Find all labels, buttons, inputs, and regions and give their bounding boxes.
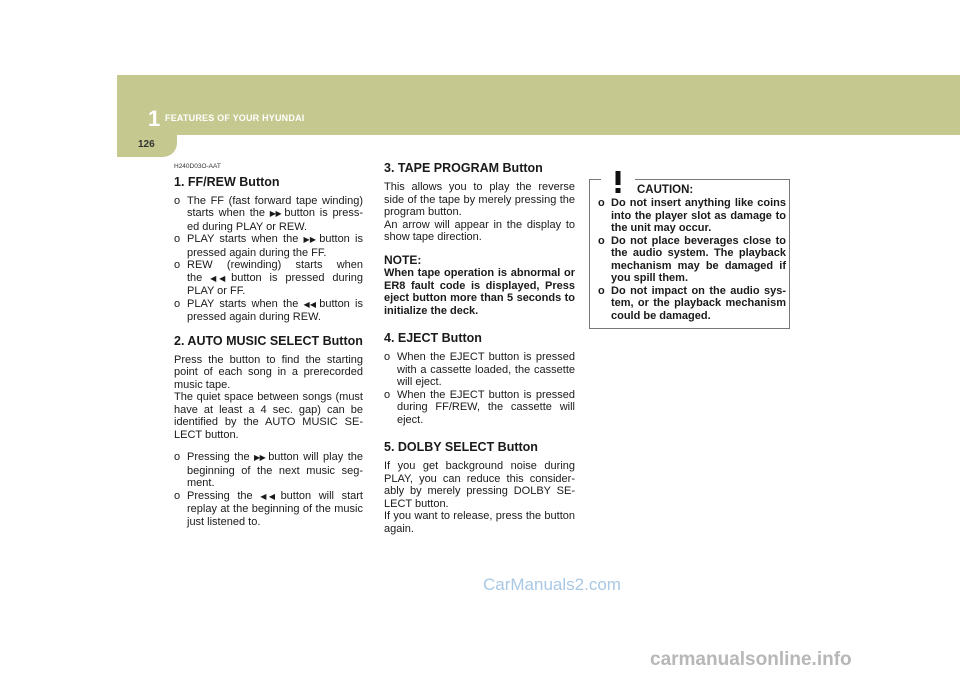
eject-list bbox=[384, 351, 575, 426]
rewind-icon: ◀◀ bbox=[255, 491, 278, 501]
auto-music-paragraph: Press the button to find the starting point of each song in a prerecorded music tape. bbox=[174, 353, 363, 391]
note-body: When tape operation is abnormal or ER8 fault code is displayed, Press eject button more than 5 seconds to initialize the deck. bbox=[384, 267, 575, 317]
rewind-icon: ◀◀ bbox=[301, 299, 317, 309]
page-number: 126 bbox=[138, 139, 155, 150]
list-item: o The FF (fast forward tape winding) starts when the ▶▶ button is press-ed during PLAY or REW. bbox=[174, 194, 364, 233]
chapter-number: 1 bbox=[148, 106, 161, 131]
warning-icon bbox=[601, 166, 635, 196]
caution-list bbox=[598, 197, 786, 322]
fast-forward-icon: ▶▶ bbox=[268, 209, 282, 218]
section-code: H240D03O-AAT bbox=[174, 163, 221, 170]
ff-rew-list bbox=[174, 195, 363, 324]
list-item: o Do not impact on the audio sys-tem, or the playback mechanism could be damaged. bbox=[598, 284, 786, 322]
header-banner bbox=[117, 75, 960, 135]
fast-forward-icon: ▶▶ bbox=[252, 453, 266, 462]
rewind-icon: ◀◀ bbox=[205, 273, 229, 283]
list-item: o When the EJECT button is pressed during FF/REW, the cassette will eject. bbox=[384, 388, 575, 426]
dolby-paragraph: If you get background noise during PLAY, you can reduce this consider-ably by merely pressing DOLBY SE-LECT button. bbox=[384, 460, 575, 510]
tape-program-paragraph: This allows you to play the reverse side of the tape by merely pressing the program button. bbox=[384, 181, 575, 218]
auto-music-paragraph-2: The quiet space between songs (must have at least a 4 sec. gap) can be identified by the AUTO MUSIC SE-LECT button. bbox=[174, 391, 363, 441]
list-item: o PLAY starts when the ◀◀ button is pressed again during REW. bbox=[174, 297, 363, 323]
list-item: o Do not place beverages close to the audio system. The playback mechanism may be damaged if you spill them. bbox=[598, 234, 786, 284]
list-item: o REW (rewinding) starts when the ◀◀ button is pressed during PLAY or FF. bbox=[174, 259, 363, 297]
section-title-ff-rew: 1. FF/REW Button bbox=[174, 174, 280, 189]
section-title-dolby: 5. DOLBY SELECT Button bbox=[384, 440, 538, 454]
list-item: o When the EJECT button is pressed with a cassette loaded, the cassette will eject. bbox=[384, 351, 575, 388]
left-column bbox=[174, 161, 363, 538]
section-title-auto-music: 2. AUTO MUSIC SELECT Button bbox=[174, 333, 363, 348]
chapter-title: FEATURES OF YOUR HYUNDAI bbox=[165, 113, 305, 123]
tape-program-paragraph-2: An arrow will appear in the display to show tape direction. bbox=[384, 218, 575, 243]
watermark-carmanualsonline: carmanualsonline.info bbox=[650, 649, 852, 670]
dolby-paragraph-2: If you want to release, press the button again. bbox=[384, 510, 575, 535]
watermark-carmanuals2: CarManuals2.com bbox=[483, 575, 621, 594]
auto-music-list bbox=[174, 451, 363, 528]
list-item: o Do not insert anything like coins into the player slot as damage to the unit may occur. bbox=[598, 197, 786, 234]
fast-forward-icon: ▶▶ bbox=[301, 235, 317, 244]
middle-column bbox=[384, 161, 575, 545]
caution-title: CAUTION: bbox=[637, 184, 694, 196]
list-item: o Pressing the ◀◀ button will start replay at the beginning of the music just listened to. bbox=[174, 489, 363, 528]
section-title-eject: 4. EJECT Button bbox=[384, 331, 482, 345]
list-item: o PLAY starts when the ▶▶ button is pressed again during the FF. bbox=[174, 233, 363, 259]
section-title-tape-program: 3. TAPE PROGRAM Button bbox=[384, 161, 543, 175]
note-title: NOTE: bbox=[384, 252, 422, 267]
list-item: o Pressing the ▶▶ button will play the beginning of the next music seg-ment. bbox=[174, 451, 363, 489]
